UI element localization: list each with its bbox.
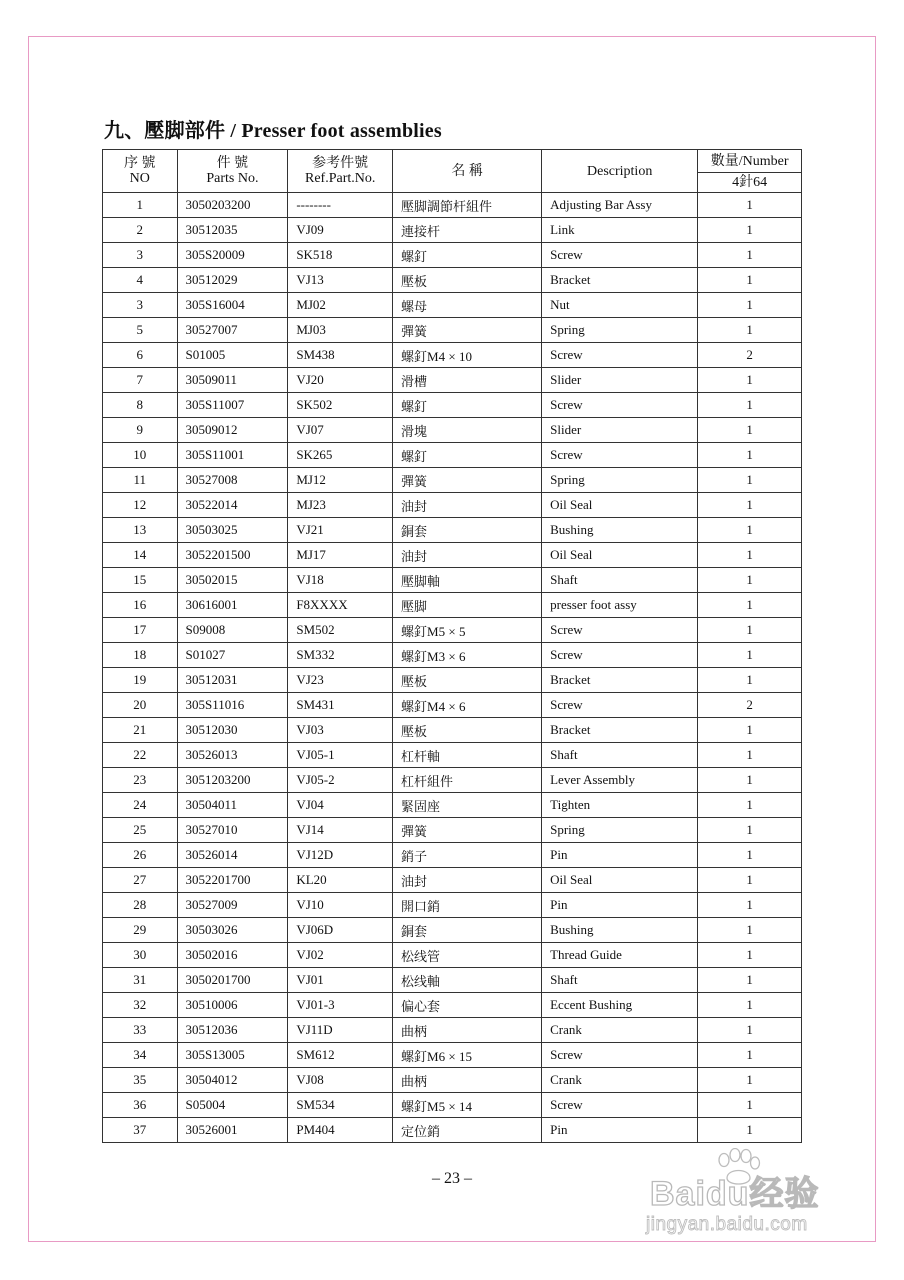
cell-part-no: 30502015 <box>177 568 288 593</box>
cell-name: 滑槽 <box>393 368 542 393</box>
cell-description: Crank <box>542 1018 698 1043</box>
cell-name: 定位銷 <box>393 1118 542 1143</box>
parts-table <box>102 149 802 1143</box>
cell-no: 8 <box>103 393 178 418</box>
header-parts-zh: 件 號 <box>216 156 249 171</box>
table-row <box>103 543 802 568</box>
table-row <box>103 1068 802 1093</box>
watermark-brand: Baidu经验 <box>650 1175 820 1213</box>
cell-quantity: 1 <box>698 493 802 518</box>
cell-quantity: 1 <box>698 893 802 918</box>
cell-ref-part-no: VJ11D <box>288 1018 393 1043</box>
cell-name: 滑塊 <box>393 418 542 443</box>
cell-ref-part-no: SM332 <box>288 643 393 668</box>
cell-ref-part-no: VJ14 <box>288 818 393 843</box>
cell-no: 13 <box>103 518 178 543</box>
table-row <box>103 218 802 243</box>
cell-part-no: 305S13005 <box>177 1043 288 1068</box>
header-no-zh: 序 號 <box>124 156 156 171</box>
cell-no: 15 <box>103 568 178 593</box>
cell-description: Screw <box>542 618 698 643</box>
cell-no: 25 <box>103 818 178 843</box>
table-row <box>103 493 802 518</box>
table-row <box>103 593 802 618</box>
cell-name: 彈簧 <box>393 468 542 493</box>
cell-quantity: 1 <box>698 843 802 868</box>
cell-no: 24 <box>103 793 178 818</box>
cell-part-no: S05004 <box>177 1093 288 1118</box>
cell-no: 1 <box>103 193 178 218</box>
header-row <box>103 150 802 173</box>
table-row <box>103 918 802 943</box>
cell-no: 34 <box>103 1043 178 1068</box>
cell-part-no: 305S11007 <box>177 393 288 418</box>
cell-no: 23 <box>103 768 178 793</box>
section-title: 九、壓脚部件 / Presser foot assemblies <box>104 120 442 142</box>
cell-part-no: 30503025 <box>177 518 288 543</box>
table-row <box>103 1043 802 1068</box>
table-row <box>103 443 802 468</box>
table-row <box>103 1018 802 1043</box>
cell-no: 9 <box>103 418 178 443</box>
cell-part-no: S01027 <box>177 643 288 668</box>
cell-quantity: 1 <box>698 518 802 543</box>
cell-part-no: 30504011 <box>177 793 288 818</box>
cell-part-no: 3051203200 <box>177 768 288 793</box>
table-row <box>103 393 802 418</box>
table-row <box>103 693 802 718</box>
watermark-url: jingyan.baidu.com <box>646 1214 808 1235</box>
cell-name: 彈簧 <box>393 318 542 343</box>
table-row <box>103 668 802 693</box>
cell-ref-part-no: MJ17 <box>288 543 393 568</box>
cell-quantity: 1 <box>698 1118 802 1143</box>
cell-part-no: 30503026 <box>177 918 288 943</box>
cell-part-no: 30504012 <box>177 1068 288 1093</box>
cell-no: 2 <box>103 218 178 243</box>
cell-quantity: 1 <box>698 593 802 618</box>
cell-description: Bracket <box>542 668 698 693</box>
cell-part-no: 30526014 <box>177 843 288 868</box>
cell-name: 壓板 <box>393 718 542 743</box>
cell-name: 銅套 <box>393 518 542 543</box>
cell-name: 螺釘M5 × 14 <box>393 1093 542 1118</box>
cell-no: 36 <box>103 1093 178 1118</box>
cell-ref-part-no: PM404 <box>288 1118 393 1143</box>
cell-description: Oil Seal <box>542 868 698 893</box>
cell-no: 31 <box>103 968 178 993</box>
table-row <box>103 368 802 393</box>
cell-ref-part-no: SK518 <box>288 243 393 268</box>
cell-description: presser foot assy <box>542 593 698 618</box>
table-row <box>103 318 802 343</box>
cell-part-no: 30512029 <box>177 268 288 293</box>
table-row <box>103 968 802 993</box>
cell-name: 壓板 <box>393 668 542 693</box>
table-row <box>103 618 802 643</box>
table-row <box>103 943 802 968</box>
cell-quantity: 1 <box>698 218 802 243</box>
watermark <box>646 1144 856 1240</box>
cell-no: 19 <box>103 668 178 693</box>
cell-part-no: 30512031 <box>177 668 288 693</box>
cell-no: 30 <box>103 943 178 968</box>
cell-quantity: 1 <box>698 743 802 768</box>
cell-no: 35 <box>103 1068 178 1093</box>
cell-description: Lever Assembly <box>542 768 698 793</box>
cell-quantity: 1 <box>698 1043 802 1068</box>
table-body <box>103 193 802 1143</box>
cell-no: 27 <box>103 868 178 893</box>
cell-ref-part-no: VJ10 <box>288 893 393 918</box>
cell-part-no: 3050203200 <box>177 193 288 218</box>
table-row <box>103 868 802 893</box>
cell-quantity: 1 <box>698 293 802 318</box>
cell-ref-part-no: -------- <box>288 193 393 218</box>
cell-part-no: 3052201500 <box>177 543 288 568</box>
cell-quantity: 1 <box>698 1093 802 1118</box>
table-row <box>103 193 802 218</box>
cell-quantity: 1 <box>698 418 802 443</box>
cell-description: Thread Guide <box>542 943 698 968</box>
cell-ref-part-no: KL20 <box>288 868 393 893</box>
cell-ref-part-no: VJ08 <box>288 1068 393 1093</box>
table-row <box>103 893 802 918</box>
cell-name: 螺釘M5 × 5 <box>393 618 542 643</box>
cell-name: 油封 <box>393 543 542 568</box>
header-no <box>103 150 178 193</box>
cell-ref-part-no: VJ21 <box>288 518 393 543</box>
cell-name: 銅套 <box>393 918 542 943</box>
table-row <box>103 743 802 768</box>
cell-name: 杠杆軸 <box>393 743 542 768</box>
cell-part-no: 30526013 <box>177 743 288 768</box>
cell-ref-part-no: SK502 <box>288 393 393 418</box>
cell-ref-part-no: VJ12D <box>288 843 393 868</box>
cell-part-no: 305S11016 <box>177 693 288 718</box>
cell-quantity: 1 <box>698 193 802 218</box>
cell-part-no: 30509011 <box>177 368 288 393</box>
cell-no: 12 <box>103 493 178 518</box>
cell-part-no: 30527007 <box>177 318 288 343</box>
cell-ref-part-no: VJ05-2 <box>288 768 393 793</box>
cell-no: 11 <box>103 468 178 493</box>
cell-quantity: 1 <box>698 768 802 793</box>
table-row <box>103 518 802 543</box>
cell-part-no: 305S20009 <box>177 243 288 268</box>
header-description: Description <box>542 150 698 193</box>
cell-no: 21 <box>103 718 178 743</box>
cell-name: 壓脚調節杆組件 <box>393 193 542 218</box>
cell-description: Slider <box>542 418 698 443</box>
cell-description: Eccent Bushing <box>542 993 698 1018</box>
table-row <box>103 793 802 818</box>
cell-ref-part-no: SM534 <box>288 1093 393 1118</box>
cell-part-no: S01005 <box>177 343 288 368</box>
cell-name: 連接杆 <box>393 218 542 243</box>
cell-ref-part-no: VJ13 <box>288 268 393 293</box>
cell-no: 17 <box>103 618 178 643</box>
cell-description: Bushing <box>542 918 698 943</box>
cell-description: Screw <box>542 1093 698 1118</box>
cell-description: Shaft <box>542 968 698 993</box>
cell-quantity: 1 <box>698 918 802 943</box>
cell-description: Crank <box>542 1068 698 1093</box>
header-ref-zh: 参考件號 <box>312 156 369 171</box>
cell-description: Screw <box>542 243 698 268</box>
cell-part-no: 30616001 <box>177 593 288 618</box>
cell-quantity: 1 <box>698 1018 802 1043</box>
cell-quantity: 1 <box>698 318 802 343</box>
cell-ref-part-no: SM431 <box>288 693 393 718</box>
header-name-label: 名 稱 <box>451 163 483 179</box>
cell-part-no: 3052201700 <box>177 868 288 893</box>
cell-quantity: 1 <box>698 968 802 993</box>
cell-no: 5 <box>103 318 178 343</box>
cell-no: 6 <box>103 343 178 368</box>
cell-quantity: 1 <box>698 568 802 593</box>
cell-no: 22 <box>103 743 178 768</box>
cell-part-no: 30526001 <box>177 1118 288 1143</box>
cell-name: 螺釘M6 × 15 <box>393 1043 542 1068</box>
cell-name: 曲柄 <box>393 1068 542 1093</box>
cell-ref-part-no: VJ01-3 <box>288 993 393 1018</box>
cell-no: 3 <box>103 293 178 318</box>
cell-description: Nut <box>542 293 698 318</box>
header-ref-en: Ref.Part.No. <box>304 171 376 186</box>
table-row <box>103 568 802 593</box>
cell-description: Screw <box>542 1043 698 1068</box>
cell-part-no: 30512030 <box>177 718 288 743</box>
cell-quantity: 1 <box>698 793 802 818</box>
table-row <box>103 843 802 868</box>
table-row <box>103 243 802 268</box>
cell-name: 螺釘 <box>393 443 542 468</box>
table-row <box>103 268 802 293</box>
cell-part-no: 30510006 <box>177 993 288 1018</box>
cell-ref-part-no: VJ06D <box>288 918 393 943</box>
cell-name: 螺釘M4 × 6 <box>393 693 542 718</box>
cell-ref-part-no: VJ07 <box>288 418 393 443</box>
cell-part-no: 3050201700 <box>177 968 288 993</box>
cell-description: Bracket <box>542 718 698 743</box>
cell-description: Link <box>542 218 698 243</box>
cell-quantity: 1 <box>698 643 802 668</box>
cell-ref-part-no: SM438 <box>288 343 393 368</box>
cell-no: 28 <box>103 893 178 918</box>
cell-name: 螺釘 <box>393 243 542 268</box>
header-parts-en: Parts No. <box>206 171 259 186</box>
cell-name: 油封 <box>393 493 542 518</box>
table-row <box>103 993 802 1018</box>
cell-no: 7 <box>103 368 178 393</box>
cell-no: 32 <box>103 993 178 1018</box>
table-row <box>103 1093 802 1118</box>
cell-name: 壓板 <box>393 268 542 293</box>
cell-quantity: 1 <box>698 668 802 693</box>
cell-no: 3 <box>103 243 178 268</box>
cell-quantity: 1 <box>698 868 802 893</box>
cell-quantity: 1 <box>698 368 802 393</box>
cell-description: Pin <box>542 893 698 918</box>
cell-description: Tighten <box>542 793 698 818</box>
cell-quantity: 1 <box>698 243 802 268</box>
cell-name: 彈簧 <box>393 818 542 843</box>
cell-no: 16 <box>103 593 178 618</box>
cell-name: 開口銷 <box>393 893 542 918</box>
cell-no: 18 <box>103 643 178 668</box>
cell-name: 杠杆組件 <box>393 768 542 793</box>
cell-name: 壓脚軸 <box>393 568 542 593</box>
cell-quantity: 1 <box>698 393 802 418</box>
table-row <box>103 1118 802 1143</box>
cell-part-no: 30502016 <box>177 943 288 968</box>
cell-name: 銷子 <box>393 843 542 868</box>
cell-ref-part-no: SM612 <box>288 1043 393 1068</box>
cell-ref-part-no: VJ18 <box>288 568 393 593</box>
cell-description: Pin <box>542 1118 698 1143</box>
cell-part-no: 30527009 <box>177 893 288 918</box>
cell-quantity: 1 <box>698 543 802 568</box>
table-row <box>103 718 802 743</box>
cell-no: 29 <box>103 918 178 943</box>
cell-ref-part-no: MJ23 <box>288 493 393 518</box>
cell-name: 螺釘 <box>393 393 542 418</box>
table-row <box>103 818 802 843</box>
cell-quantity: 1 <box>698 468 802 493</box>
header-name <box>393 150 542 193</box>
header-parts-no <box>177 150 288 193</box>
cell-description: Screw <box>542 693 698 718</box>
cell-no: 33 <box>103 1018 178 1043</box>
cell-part-no: 30512035 <box>177 218 288 243</box>
cell-ref-part-no: VJ02 <box>288 943 393 968</box>
page-number: – 23 – <box>432 1170 472 1187</box>
cell-no: 26 <box>103 843 178 868</box>
cell-part-no: 305S11001 <box>177 443 288 468</box>
cell-ref-part-no: VJ20 <box>288 368 393 393</box>
cell-name: 松线軸 <box>393 968 542 993</box>
cell-quantity: 1 <box>698 268 802 293</box>
cell-description: Shaft <box>542 743 698 768</box>
cell-part-no: 30512036 <box>177 1018 288 1043</box>
table-row <box>103 293 802 318</box>
cell-ref-part-no: MJ02 <box>288 293 393 318</box>
cell-name: 油封 <box>393 868 542 893</box>
cell-quantity: 1 <box>698 1068 802 1093</box>
cell-quantity: 1 <box>698 618 802 643</box>
cell-name: 緊固座 <box>393 793 542 818</box>
header-number: 數量/Number <box>698 150 802 173</box>
cell-part-no: S09008 <box>177 618 288 643</box>
cell-quantity: 1 <box>698 718 802 743</box>
cell-ref-part-no: VJ04 <box>288 793 393 818</box>
cell-quantity: 1 <box>698 818 802 843</box>
cell-description: Screw <box>542 443 698 468</box>
cell-name: 螺釘M4 × 10 <box>393 343 542 368</box>
cell-description: Bushing <box>542 518 698 543</box>
cell-description: Screw <box>542 643 698 668</box>
cell-description: Bracket <box>542 268 698 293</box>
cell-part-no: 305S16004 <box>177 293 288 318</box>
cell-ref-part-no: F8XXXX <box>288 593 393 618</box>
cell-no: 20 <box>103 693 178 718</box>
table-row <box>103 343 802 368</box>
cell-description: Spring <box>542 818 698 843</box>
cell-name: 曲柄 <box>393 1018 542 1043</box>
cell-description: Screw <box>542 343 698 368</box>
cell-quantity: 1 <box>698 943 802 968</box>
header-ref-part-no <box>288 150 393 193</box>
cell-description: Spring <box>542 468 698 493</box>
cell-ref-part-no: SK265 <box>288 443 393 468</box>
cell-ref-part-no: SM502 <box>288 618 393 643</box>
cell-no: 37 <box>103 1118 178 1143</box>
cell-name: 壓脚 <box>393 593 542 618</box>
cell-description: Pin <box>542 843 698 868</box>
cell-quantity: 1 <box>698 993 802 1018</box>
cell-description: Oil Seal <box>542 543 698 568</box>
table-row <box>103 418 802 443</box>
cell-part-no: 30509012 <box>177 418 288 443</box>
cell-part-no: 30527008 <box>177 468 288 493</box>
cell-description: Oil Seal <box>542 493 698 518</box>
cell-quantity: 2 <box>698 693 802 718</box>
table-header <box>103 150 802 193</box>
cell-ref-part-no: VJ23 <box>288 668 393 693</box>
table-row <box>103 643 802 668</box>
cell-ref-part-no: VJ03 <box>288 718 393 743</box>
cell-ref-part-no: MJ03 <box>288 318 393 343</box>
cell-description: Shaft <box>542 568 698 593</box>
cell-quantity: 2 <box>698 343 802 368</box>
cell-name: 螺母 <box>393 293 542 318</box>
cell-part-no: 30527010 <box>177 818 288 843</box>
cell-ref-part-no: VJ09 <box>288 218 393 243</box>
table-row <box>103 768 802 793</box>
cell-no: 14 <box>103 543 178 568</box>
cell-name: 偏心套 <box>393 993 542 1018</box>
cell-description: Adjusting Bar Assy <box>542 193 698 218</box>
cell-name: 螺釘M3 × 6 <box>393 643 542 668</box>
table-row <box>103 468 802 493</box>
cell-description: Spring <box>542 318 698 343</box>
cell-quantity: 1 <box>698 443 802 468</box>
cell-name: 松线管 <box>393 943 542 968</box>
cell-ref-part-no: VJ01 <box>288 968 393 993</box>
cell-description: Screw <box>542 393 698 418</box>
header-model: 4針64 <box>698 173 802 193</box>
cell-part-no: 30522014 <box>177 493 288 518</box>
cell-ref-part-no: VJ05-1 <box>288 743 393 768</box>
cell-no: 10 <box>103 443 178 468</box>
cell-description: Slider <box>542 368 698 393</box>
cell-no: 4 <box>103 268 178 293</box>
header-no-en: NO <box>129 171 150 186</box>
cell-ref-part-no: MJ12 <box>288 468 393 493</box>
